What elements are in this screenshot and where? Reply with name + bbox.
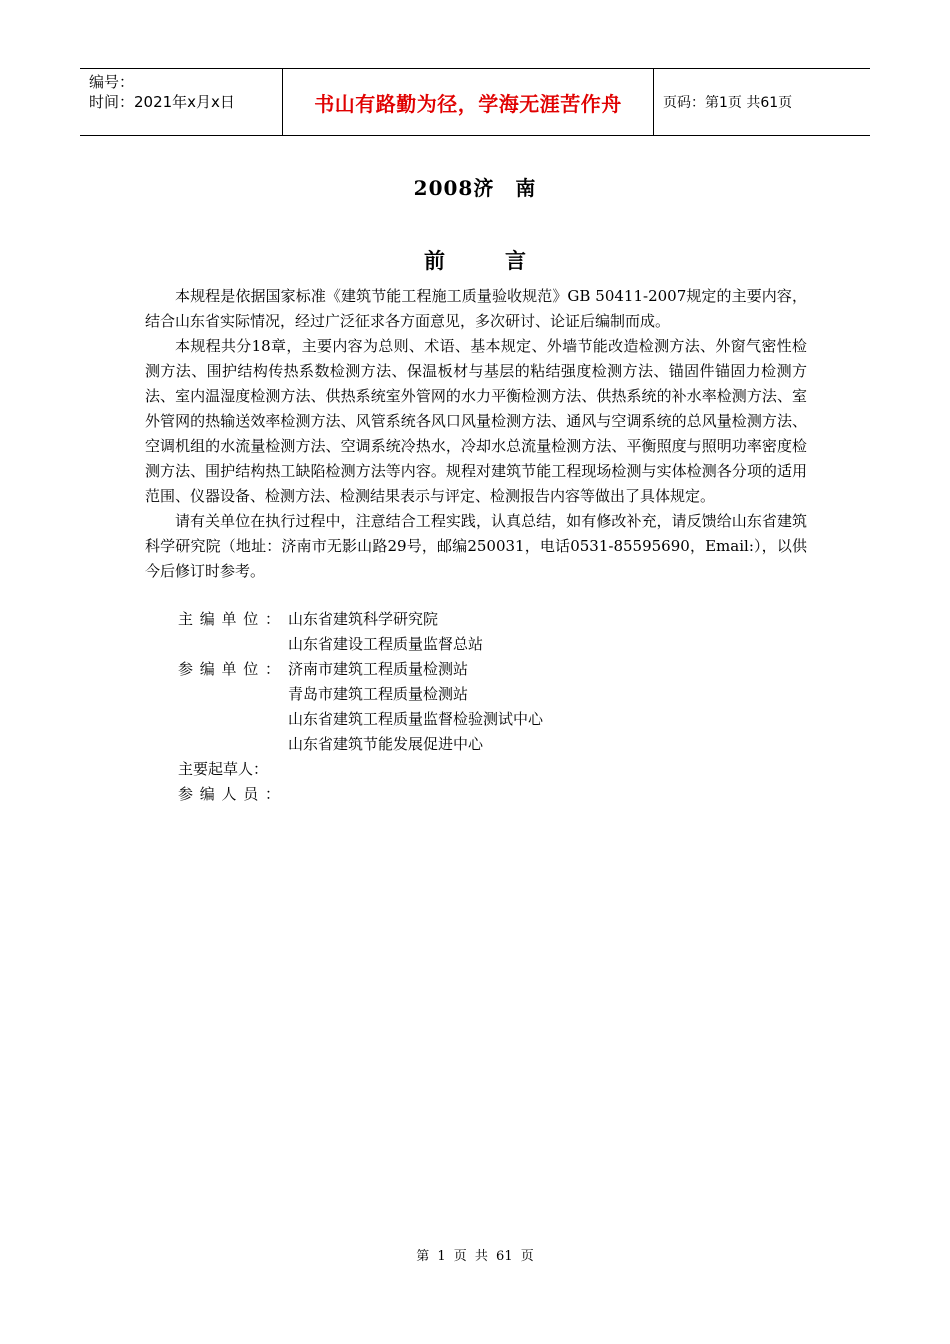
staff-label: 参编人员：	[178, 785, 287, 803]
drafters-row	[178, 757, 543, 782]
chief-unit-row	[178, 607, 543, 632]
participating-unit-name: 济南市建筑工程质量检测站	[288, 660, 469, 678]
editorial-units	[178, 607, 543, 807]
participating-unit-name: 青岛市建筑工程质量检测站	[288, 685, 469, 703]
participating-unit-row	[178, 732, 543, 757]
chief-unit-name: 山东省建设工程质量监督总站	[288, 635, 484, 653]
participating-unit-label: 参编单位：	[178, 660, 287, 678]
document-header	[80, 68, 870, 136]
participating-unit-name: 山东省建筑工程质量监督检验测试中心	[288, 710, 544, 728]
participating-unit-row	[178, 707, 543, 732]
chief-unit-name: 山东省建筑科学研究院	[288, 610, 439, 628]
header-motto: 书山有路勤为径，学海无涯苦作舟	[282, 69, 654, 135]
header-page-info: 页码：第1页 共61页	[663, 95, 793, 111]
document-title: 2008济 南	[413, 176, 537, 200]
participating-unit-name: 山东省建筑节能发展促进中心	[288, 735, 484, 753]
chief-unit-label: 主编单位：	[178, 610, 287, 628]
paragraph: 请有关单位在执行过程中，注意结合工程实践，认真总结，如有修改补充，请反馈给山东省建筑科学研究院（地址：济南市无影山路29号，邮编250031，电话0531-85595690，Email:），以供今后修订时参考。	[145, 512, 807, 580]
paragraph: 本规程共分18章，主要内容为总则、术语、基本规定、外墙节能改造检测方法、外窗气密性检测方法、围护结构传热系数检测方法、保温板材与基层的粘结强度检测方法、锚固件锚固力检测方法、室内温湿度检测方法、供热系统室外管网的水力平衡检测方法、供热系统的补水率检测方法、室外管网的热输送效率检测方法、风管系统各风口风量检测方法、通风与空调系统的总风量检测方法、空调机组的水流量检测方法、空调系统冷热水，冷却水总流量检测方法、平衡照度与照明功率密度检测方法、围护结构热工缺陷检测方法等内容。规程对建筑节能工程现场检测与实体检测各分项的适用范围、仪器设备、检测方法、检测结果表示与评定、检测报告内容等做出了具体规定。	[145, 337, 807, 505]
paragraph: 本规程是依据国家标准《建筑节能工程施工质量验收规范》GB 50411-2007规定的主要内容，结合山东省实际情况，经过广泛征求各方面意见，多次研讨、论证后编制而成。	[145, 287, 807, 330]
number-label: 编号：	[89, 73, 135, 91]
staff-row	[178, 782, 543, 807]
preface-body	[145, 284, 807, 584]
participating-unit-row	[178, 682, 543, 707]
drafters-label: 主要起草人：	[178, 760, 269, 778]
time-label: 时间：2021年x月x日	[89, 93, 235, 111]
chief-unit-row	[178, 632, 543, 657]
participating-unit-row	[178, 657, 543, 682]
header-meta	[80, 69, 282, 135]
page-footer: 第 1 页 共 61 页	[416, 1249, 534, 1264]
preface-heading: 前言	[424, 248, 586, 273]
